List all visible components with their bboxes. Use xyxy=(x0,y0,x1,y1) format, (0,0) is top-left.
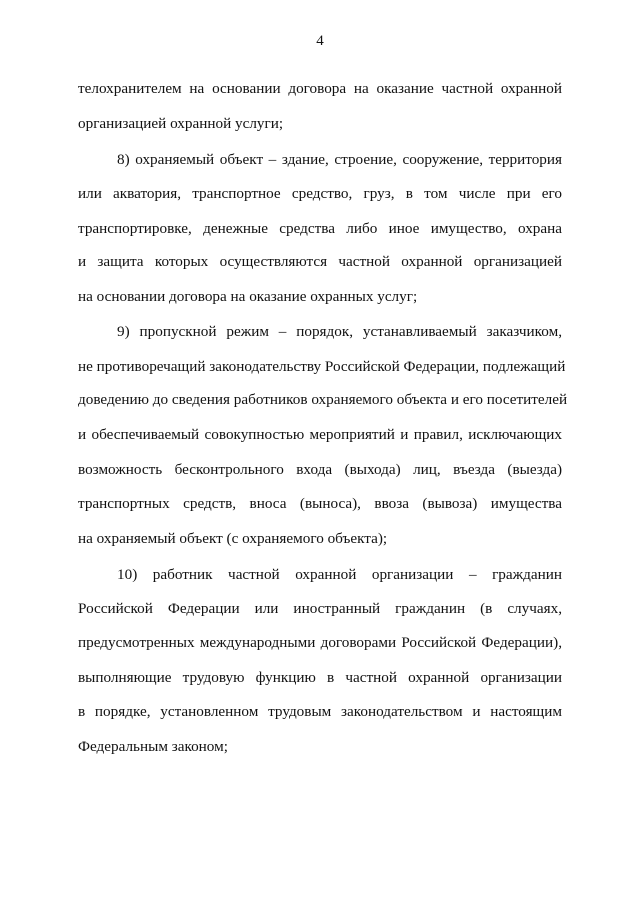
text-line: и защита которых осуществляются частной охранной организацией xyxy=(78,253,562,270)
page-number: 4 xyxy=(316,33,324,49)
text-line: 8) охраняемый объект – здание, строение, сооружение, территория xyxy=(117,151,562,168)
text-line: 9) пропускной режим – порядок, устанавливаемый заказчиком, xyxy=(117,323,562,340)
text-line: организацией охранной услуги; xyxy=(78,115,284,132)
text-line: телохранителем на основании договора на оказание частной охранной xyxy=(78,80,562,97)
text-line: и обеспечиваемый совокупностью мероприятий и правил, исключающих xyxy=(78,426,562,443)
text-line: доведению до сведения работников охраняемого объекта и его посетителей xyxy=(78,391,568,408)
text-line: в порядке, установленном трудовым законодательством и настоящим xyxy=(78,703,562,720)
text-line: на основании договора на оказание охранных услуг; xyxy=(78,288,418,305)
text-line: не противоречащий законодательству Российской Федерации, подлежащий xyxy=(78,358,566,375)
text-line: на охраняемый объект (с охраняемого объекта); xyxy=(78,530,388,547)
text-line: предусмотренных международными договорами Российской Федерации), xyxy=(78,634,562,651)
text-line: транспортировке, денежные средства либо иное имущество, охрана xyxy=(78,220,562,237)
text-line: возможность бесконтрольного входа (выхода) лиц, въезда (выезда) xyxy=(78,461,562,478)
text-line: Российской Федерации или иностранный гражданин (в случаях, xyxy=(78,600,562,617)
text-line: или акватория, транспортное средство, груз, в том числе при его xyxy=(78,185,562,202)
text-line: выполняющие трудовую функцию в частной охранной организации xyxy=(78,669,562,686)
text-line: транспортных средств, вноса (выноса), ввоза (вывоза) имущества xyxy=(78,495,562,512)
text-line: Федеральным законом; xyxy=(78,738,228,755)
text-line: 10) работник частной охранной организации – гражданин xyxy=(117,566,562,583)
